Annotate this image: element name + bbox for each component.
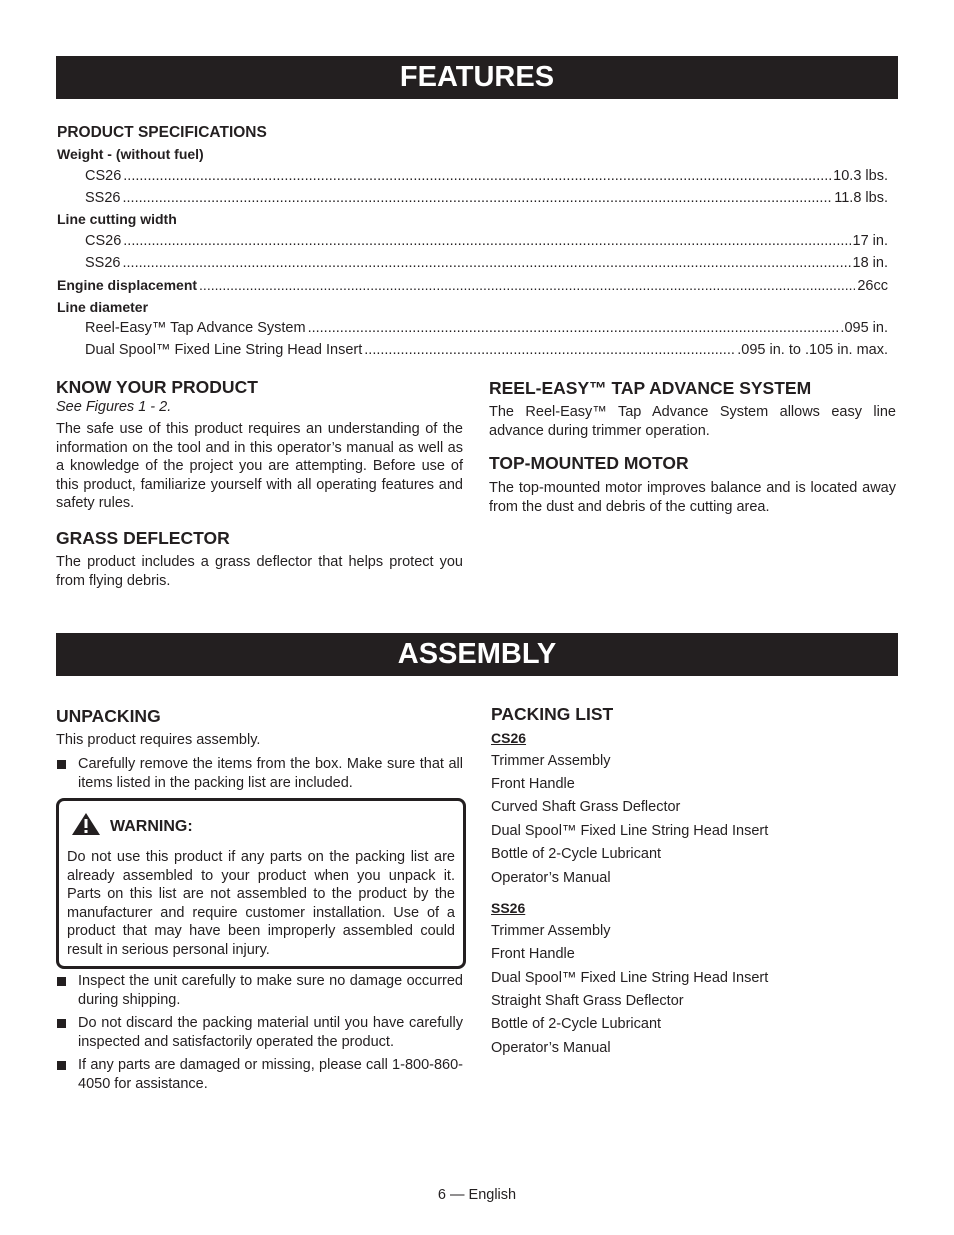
list-item: Front Handle [491,776,575,792]
bullet-square-icon [57,1019,66,1028]
list-item: Operator’s Manual [491,1040,611,1056]
reel-easy-title: REEL-EASY™ TAP ADVANCE SYSTEM [489,378,812,398]
spec-row: SS26 ..... 11.8 lbs. [57,190,888,212]
know-your-product-title: KNOW YOUR PRODUCT [56,377,258,397]
warning-box [56,798,466,969]
unpacking-title: UNPACKING [56,706,161,726]
list-item: Dual Spool™ Fixed Line String Head Insert [491,823,769,839]
packing-list-title: PACKING LIST [491,704,614,724]
spec-row: CS26 ..... 10.3 lbs. [57,168,888,190]
line-diameter-label: Line diameter [57,298,149,315]
features-heading: FEATURES [56,56,898,99]
top-mounted-motor-title: TOP-MOUNTED MOTOR [489,453,689,473]
list-item: Curved Shaft Grass Deflector [491,799,681,815]
top-mounted-motor-text: The top-mounted motor improves balance and is located away from the dust and debris of the cutting area. [489,480,896,515]
assembly-heading: ASSEMBLY [56,633,898,676]
specifications-list [57,146,888,364]
weight-label: Weight - (without fuel) [57,146,204,162]
bullet-item: Carefully remove the items from the box. Make sure that all items listed in the packing list are included. [56,755,463,792]
spec-row: SS26 ..... 18 in. [57,255,888,277]
list-item: Straight Shaft Grass Deflector [491,993,684,1009]
list-item: Bottle of 2-Cycle Lubricant [491,846,662,862]
bullet-item: If any parts are damaged or missing, please call 1-800-860-4050 for assistance. [56,1056,463,1093]
bullet-item: Do not discard the packing material until you have carefully inspected and satisfactorily operated the product. [56,1014,463,1051]
ss26-label: SS26 [491,900,526,916]
spec-row: Reel-Easy™ Tap Advance System ..... .095 in. [57,320,888,342]
see-figures-note: See Figures 1 - 2. [56,399,172,415]
bullet-square-icon [57,1061,66,1070]
know-your-product-text: The safe use of this product requires an understanding of the information on the tool and in this operator’s manual as well as a knowledge of the project you are attempting. Before use of this product, familiarize yourself with all operating features and safety rules. [56,421,463,512]
grass-deflector-title: GRASS DEFLECTOR [56,528,230,548]
bullet-square-icon [57,760,66,769]
grass-deflector-text: The product includes a grass deflector that helps protect you from flying debris. [56,554,463,589]
spec-row: Dual Spool™ Fixed Line String Head Insert ..... .095 in. to .105 in. max. [57,342,888,364]
warning-text: Do not use this product if any parts on the packing list are already assembled to your product when you unpack it. Parts on this list are not assembled to the product by the manufacturer and require customer installation. Use of a product that may have been improperly assembled could result in serious personal injury. [67,849,455,958]
reel-easy-text: The Reel-Easy™ Tap Advance System allows easy line advance during trimmer operation. [489,404,896,439]
list-item: Dual Spool™ Fixed Line String Head Insert [491,970,769,986]
spec-row: Engine displacement ..... 26cc [57,277,888,299]
bullet-square-icon [57,977,66,986]
list-item: Front Handle [491,946,575,962]
bullet-item: Inspect the unit carefully to make sure no damage occurred during shipping. [56,972,463,1009]
cut-width-label: Line cutting width [57,211,177,228]
page-footer: 6 — English [437,1187,517,1203]
list-item: Trimmer Assembly [491,753,611,769]
product-specifications-title: PRODUCT SPECIFICATIONS [57,124,267,141]
cs26-label: CS26 [491,730,527,746]
warning-title: WARNING: [110,818,193,835]
list-item: Bottle of 2-Cycle Lubricant [491,1016,662,1032]
spec-row: CS26 ..... 17 in. [57,233,888,255]
unpacking-text: This product requires assembly. [56,732,261,748]
warning-triangle-icon [71,812,101,836]
list-item: Trimmer Assembly [491,923,611,939]
list-item: Operator’s Manual [491,870,611,886]
